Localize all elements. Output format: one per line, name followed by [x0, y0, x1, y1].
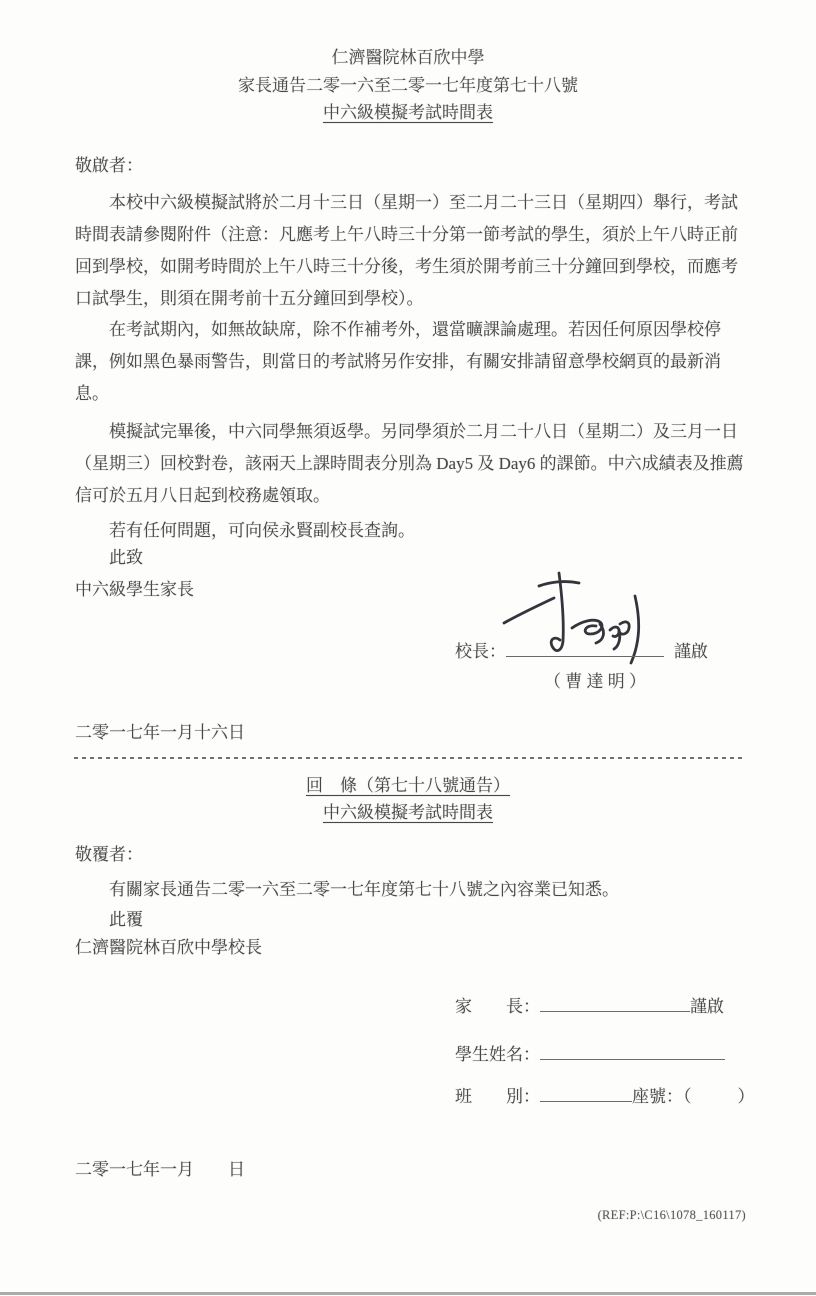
paragraph-line: 本校中六級模擬試將於二月十三日（星期一）至二月二十三日（星期四）舉行，考試 — [109, 193, 738, 212]
letter-addressee: 中六級學生家長 — [75, 580, 194, 599]
student-name-row — [455, 1040, 725, 1070]
tear-off-dashed-line — [74, 757, 746, 759]
school-name: 仁濟醫院林百欣中學 — [331, 48, 485, 67]
letter-salutation: 敬啟者： — [75, 156, 143, 175]
paragraph-line: 回到學校，如開考時間於上午八時三十分後，考生須於開考前三十分鐘回到學校，而應考 — [75, 257, 738, 276]
parent-suffix: 謹啟 — [690, 997, 724, 1016]
paragraph-line: 息。 — [75, 384, 109, 403]
student-name-label: 學生姓名： — [455, 1045, 540, 1064]
notice-header — [0, 44, 816, 127]
paragraph-line: （星期三）回校對卷，該兩天上課時間表分別為 Day5 及 Day6 的課節。中六成績表及推薦 — [75, 454, 744, 473]
notice-subject — [0, 99, 816, 127]
reply-acknowledgement: 有關家長通告二零一六至二零一七年度第七十八號之內容業已知悉。 — [109, 880, 619, 899]
paragraph-line: 時間表請參閱附件（注意：凡應考上午八時三十分第一節考試的學生，須於上午八時正前 — [75, 225, 738, 244]
principal-signature-line — [506, 638, 664, 657]
reply-slip-subtitle-text: 中六級模擬考試時間表 — [323, 803, 493, 822]
class-line — [540, 1083, 632, 1102]
parent-label: 家 長： — [455, 997, 540, 1016]
principal-suffix: 謹啟 — [674, 642, 708, 661]
letter-paragraph-3 — [75, 416, 755, 512]
reply-closing: 此覆 — [109, 910, 143, 929]
principal-signoff-row — [455, 637, 708, 667]
paragraph-line: 信可於五月八日起到校務處領取。 — [75, 486, 330, 505]
class-seat-row — [455, 1082, 755, 1112]
scan-edge-bar — [0, 1292, 816, 1295]
principal-name-brackets: （ 曹 達 明 ） — [544, 672, 646, 691]
letter-paragraph-4 — [75, 515, 755, 547]
letter-date: 二零一七年一月十六日 — [75, 723, 245, 742]
reference-number: (REF:P:\C16\1078_160117) — [597, 1208, 746, 1222]
parent-signature-line — [540, 993, 690, 1012]
letter-paragraph-1 — [75, 187, 755, 315]
principal-label: 校長： — [455, 642, 506, 661]
paragraph-line: 在考試期內，如無故缺席，除不作補考外，還當曠課論處理。若因任何原因學校停 — [109, 320, 721, 339]
reply-date: 二零一七年一月 日 — [75, 1160, 245, 1179]
seat-close-paren: ） — [737, 1087, 755, 1106]
reply-slip-subtitle — [0, 799, 816, 826]
reply-slip-title — [0, 772, 816, 799]
paragraph-line: 若有任何問題，可向侯永賢副校長查詢。 — [109, 521, 415, 540]
reply-slip-title-text: 回 條（第七十八號通告） — [306, 776, 510, 795]
parent-signature-row — [455, 992, 724, 1022]
paragraph-line: 課，例如黑色暴雨警告，則當日的考試將另作安排，有關安排請留意學校網頁的最新消 — [75, 352, 721, 371]
reply-addressee: 仁濟醫院林百欣中學校長 — [75, 938, 262, 957]
notice-number-line: 家長通告二零一六至二零一七年度第七十八號 — [238, 75, 578, 95]
seat-label: 座號：（ — [632, 1087, 692, 1106]
seat-number-blank — [692, 1085, 738, 1102]
paragraph-line: 模擬試完畢後，中六同學無須返學。另同學須於二月二十八日（星期二）及三月一日 — [109, 422, 738, 441]
class-label: 班 別： — [455, 1087, 540, 1106]
student-name-line — [540, 1041, 725, 1060]
letter-closing: 此致 — [109, 548, 143, 567]
letter-paragraph-2 — [75, 314, 755, 410]
reply-salutation: 敬覆者： — [75, 845, 143, 864]
paragraph-line: 口試學生，則須在開考前十五分鐘回到學校）。 — [75, 289, 424, 308]
notice-subject-text: 中六級模擬考試時間表 — [323, 103, 493, 122]
